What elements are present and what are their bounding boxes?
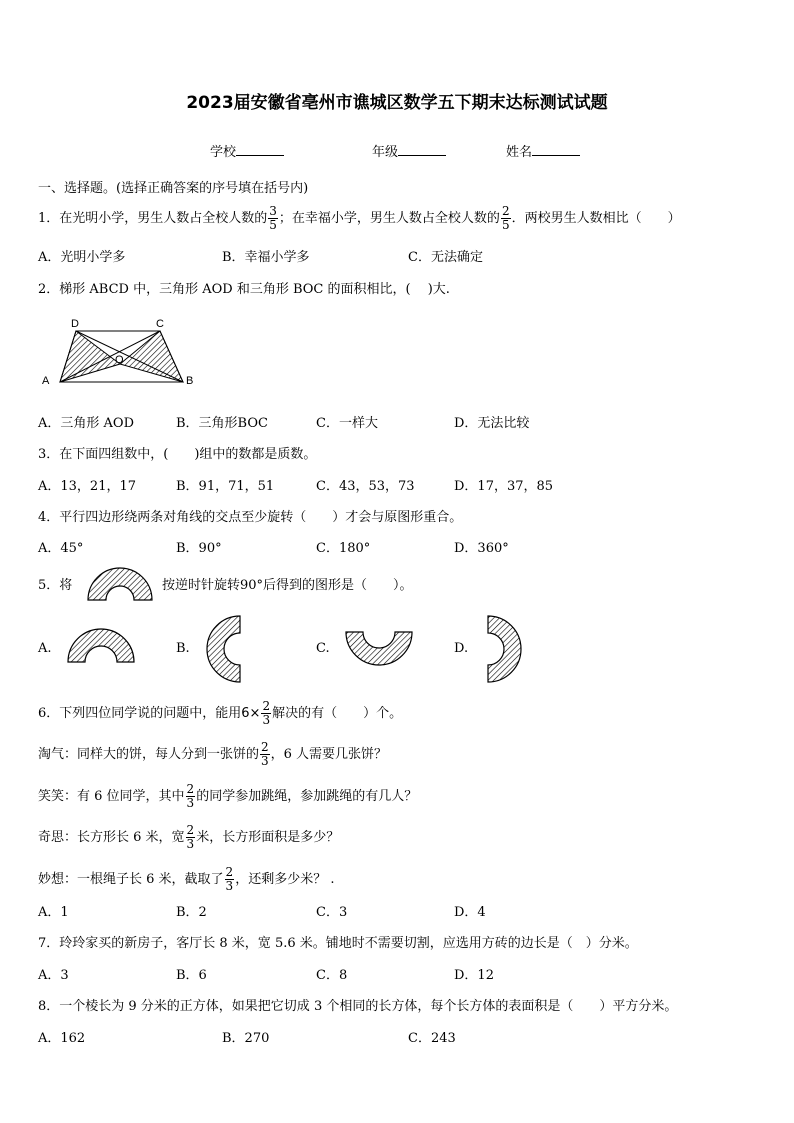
numerator: 2: [262, 699, 271, 713]
label-a: A: [42, 375, 50, 387]
numerator: 2: [186, 782, 195, 796]
fraction-3-5: [268, 205, 278, 232]
arch-shape-a[interactable]: [66, 627, 136, 665]
question-2: 2．梯形 ABCD 中，三角形 AOD 和三角形 BOC 的面积相比，( )大.: [38, 282, 450, 297]
q5-option-b[interactable]: B.: [176, 641, 190, 656]
q3-option-c[interactable]: C．43，53，73: [316, 479, 415, 494]
arch-shape-c[interactable]: [344, 630, 414, 668]
s3-text-a: 奇思：长方形长 6 米，宽: [38, 830, 185, 845]
q7-option-b[interactable]: B．6: [176, 968, 207, 983]
school-blank[interactable]: [236, 143, 284, 156]
fraction-2-3: [186, 783, 196, 810]
q6-text-b: 解决的有（ ）个。: [272, 706, 403, 721]
grade-field[interactable]: [372, 141, 446, 160]
q3-option-d[interactable]: D．17，37，85: [454, 479, 554, 494]
s2-text-a: 笑笑：有 6 位同学，其中: [38, 789, 185, 804]
q3-option-a[interactable]: A．13，21，17: [38, 479, 137, 494]
q7-option-a[interactable]: A．3: [38, 968, 69, 983]
s1-text-b: ，6 人需要几张饼？: [270, 747, 388, 762]
s2-text-b: 的同学参加跳绳，参加跳绳的有几人？: [196, 789, 418, 804]
numerator: 2: [225, 865, 234, 879]
q6-option-b[interactable]: B．2: [176, 905, 207, 920]
q1-option-b[interactable]: B．幸福小学多: [222, 250, 310, 265]
q8-option-a[interactable]: A．162: [38, 1031, 86, 1046]
q2-option-b[interactable]: B．三角形BOC: [176, 416, 268, 431]
section-heading: 一、选择题。(选择正确答案的序号填在括号内): [38, 181, 309, 196]
denominator: 3: [261, 754, 269, 768]
q5-option-a[interactable]: A.: [38, 641, 52, 656]
page-title: 2023届安徽省亳州市谯城区数学五下期末达标测试试题: [186, 93, 608, 113]
s4-text-b: ，还剩多少米？ .: [235, 872, 335, 887]
numerator: 2: [186, 823, 195, 837]
numerator: 2: [261, 740, 269, 754]
denominator: 3: [225, 879, 234, 893]
label-d: D: [71, 318, 79, 330]
q6-statement-miaoxiang: [38, 866, 334, 893]
q2-option-a[interactable]: A．三角形 AOD: [38, 416, 134, 431]
q2-option-c[interactable]: C．一样大: [316, 416, 378, 431]
q6-option-a[interactable]: A．1: [38, 905, 69, 920]
q6-option-c[interactable]: C．3: [316, 905, 348, 920]
q4-option-a[interactable]: A．45°: [38, 541, 84, 556]
s4-text-a: 妙想：一根绳子长 6 米，截取了: [38, 872, 224, 887]
school-field[interactable]: [210, 141, 284, 160]
arch-shape-b[interactable]: [206, 614, 242, 684]
q6-option-d[interactable]: D．4: [454, 905, 486, 920]
grade-label: 年级: [372, 145, 399, 160]
question-6: [38, 700, 402, 727]
fraction-2-3: [186, 824, 196, 851]
denominator: 3: [186, 796, 195, 810]
name-label: 姓名: [506, 145, 533, 160]
school-label: 学校: [210, 145, 237, 160]
denominator: 5: [501, 218, 510, 232]
question-5-pre: 5．将: [38, 578, 73, 593]
grade-blank[interactable]: [398, 143, 446, 156]
q4-option-d[interactable]: D．360°: [454, 541, 509, 556]
q8-option-b[interactable]: B．270: [222, 1031, 270, 1046]
q7-option-d[interactable]: D．12: [454, 968, 494, 983]
s1-text-a: 淘气：同样大的饼，每人分到一张饼的: [38, 747, 260, 762]
q3-option-b[interactable]: B．91，71，51: [176, 479, 275, 494]
question-4: 4．平行四边形绕两条对角线的交点至少旋转（ ）才会与原图形重合。: [38, 510, 463, 525]
question-8: 8．一个棱长为 9 分米的正方体，如果把它切成 3 个相同的长方体，每个长方体的表面积是（ ）平方分米。: [38, 999, 678, 1014]
q1-text-a: 1．在光明小学，男生人数占全校人数的: [38, 211, 268, 226]
denominator: 5: [269, 218, 277, 232]
arch-shape-d[interactable]: [486, 614, 522, 684]
q1-text-b: ；在幸福小学，男生人数占全校人数的: [278, 211, 500, 226]
q1-text-c: ．两校男生人数相比（ ）: [511, 211, 681, 226]
q6-expression: 6×: [241, 706, 261, 721]
question-7: 7．玲玲家买的新房子，客厅长 8 米，宽 5.6 米。铺地时不需要切割，应选用方砖的边长是（ ）分米。: [38, 936, 638, 951]
q8-option-c[interactable]: C．243: [408, 1031, 456, 1046]
fraction-2-5: [501, 205, 511, 232]
q5-option-c[interactable]: C.: [316, 641, 330, 656]
denominator: 3: [262, 713, 271, 727]
q5-option-d[interactable]: D.: [454, 641, 469, 656]
denominator: 3: [186, 837, 195, 851]
label-o: O: [115, 354, 124, 366]
label-c: C: [156, 318, 164, 330]
q6-text-a: 6．下列四位同学说的问题中，能用: [38, 706, 242, 721]
q7-option-c[interactable]: C．8: [316, 968, 348, 983]
fraction-2-3: [225, 866, 235, 893]
fraction-2-3: [260, 741, 270, 768]
q6-statement-taoqi: [38, 741, 387, 768]
arch-shape-original: [86, 567, 154, 603]
trapezoid-figure: [38, 316, 208, 390]
q1-option-c[interactable]: C．无法确定: [408, 250, 483, 265]
q4-option-c[interactable]: C．180°: [316, 541, 371, 556]
question-5-post: 按逆时针旋转90°后得到的图形是（ ）。: [162, 578, 413, 593]
label-b: B: [186, 375, 194, 387]
numerator: 2: [501, 204, 510, 218]
question-3: 3．在下面四组数中，( )组中的数都是质数。: [38, 447, 317, 462]
name-blank[interactable]: [532, 143, 580, 156]
q4-option-b[interactable]: B．90°: [176, 541, 222, 556]
q6-statement-qisi: [38, 824, 339, 851]
q1-option-a[interactable]: A．光明小学多: [38, 250, 126, 265]
name-field[interactable]: [506, 141, 580, 160]
question-1: [38, 205, 681, 232]
fraction-2-3: [261, 700, 271, 727]
numerator: 3: [269, 204, 277, 218]
s3-text-b: 米，长方形面积是多少？: [196, 830, 340, 845]
q6-statement-xiaoxiao: [38, 783, 417, 810]
q2-option-d[interactable]: D．无法比较: [454, 416, 530, 431]
